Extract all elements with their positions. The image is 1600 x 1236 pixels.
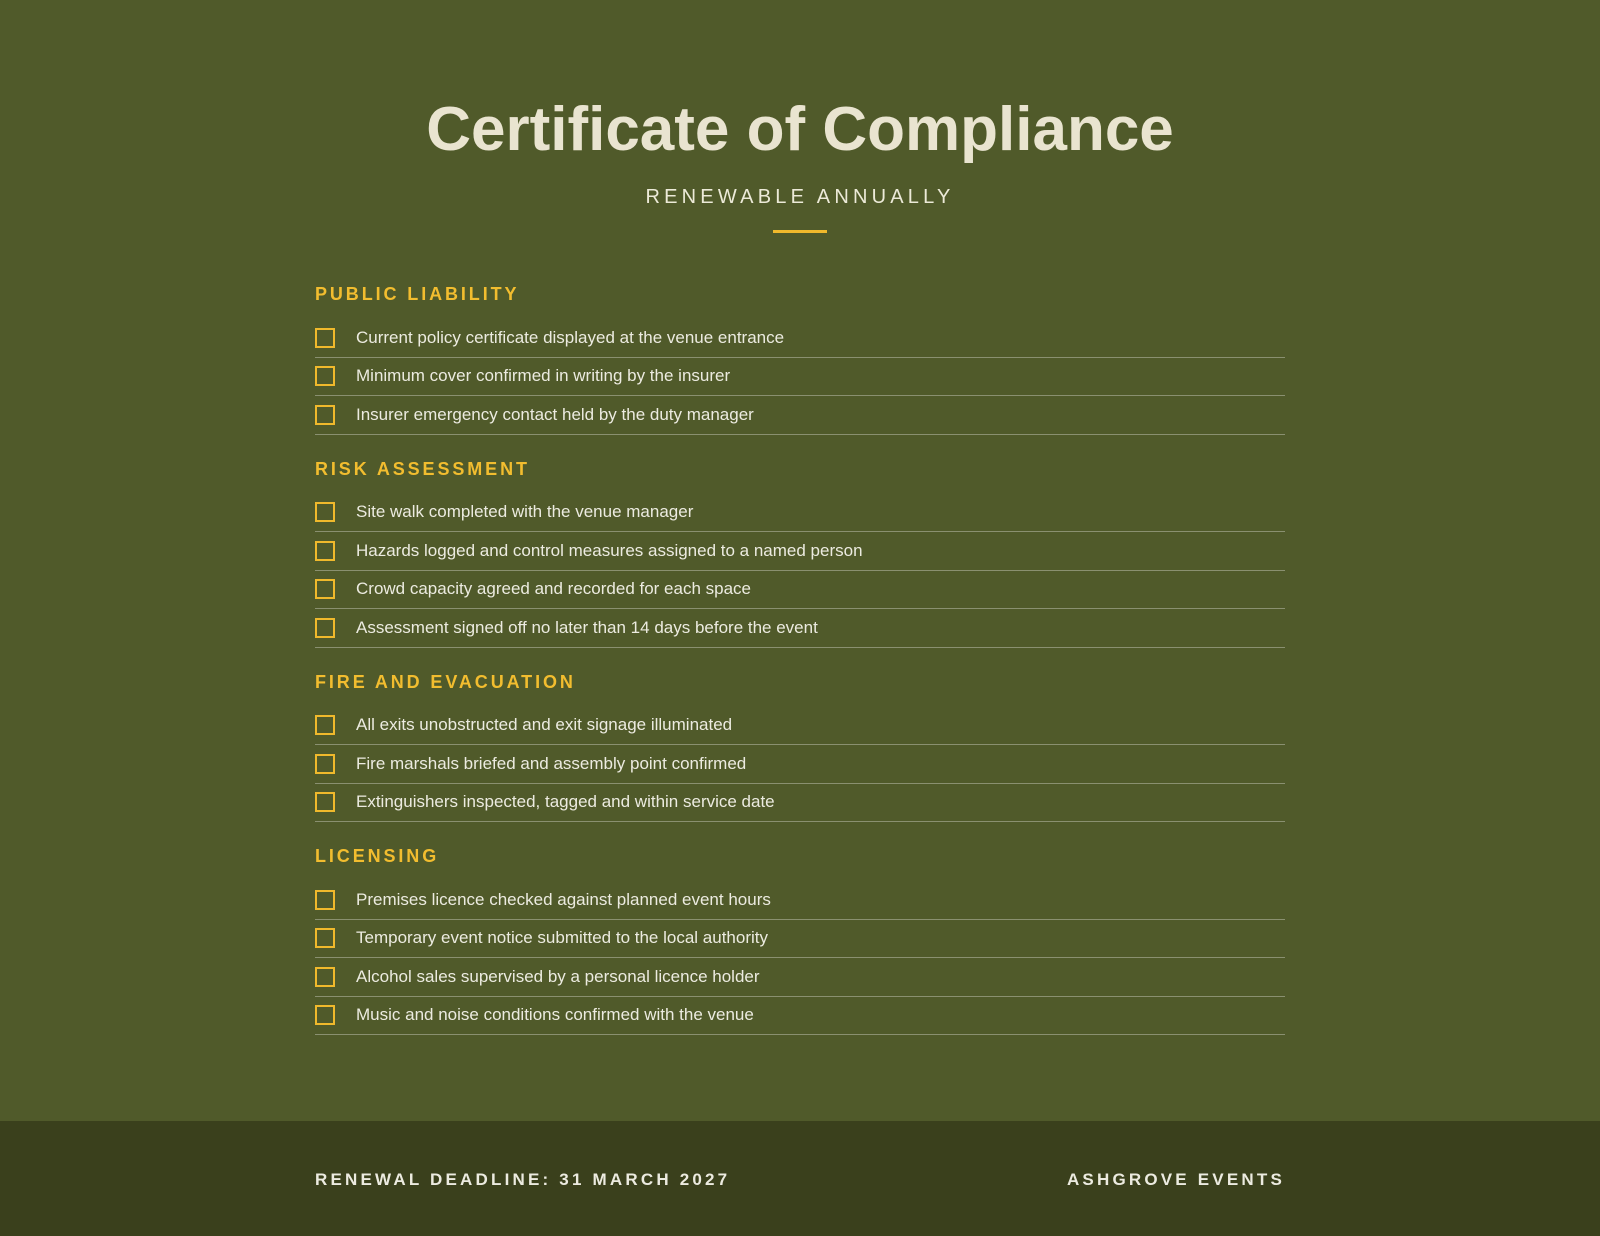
checkbox[interactable]	[315, 928, 335, 948]
checklist-item	[315, 358, 1285, 397]
section-heading: LICENSING	[315, 846, 440, 866]
checklist-section	[315, 279, 1285, 435]
checklist-item-label: All exits unobstructed and exit signage illuminated	[356, 715, 733, 735]
checklist-section	[315, 841, 1285, 1035]
checklist-section	[315, 667, 1285, 823]
checklist-item-label: Fire marshals briefed and assembly point confirmed	[356, 753, 747, 773]
checkbox[interactable]	[315, 328, 335, 348]
checklist-item	[315, 707, 1285, 746]
checklist-item-label: Current policy certificate displayed at the venue entrance	[356, 327, 785, 347]
checklist-item-label: Insurer emergency contact held by the duty manager	[356, 404, 754, 424]
checklist-item	[315, 571, 1285, 610]
checklist-item-label: Crowd capacity agreed and recorded for each space	[356, 579, 752, 599]
checkbox[interactable]	[315, 366, 335, 386]
section-heading: RISK ASSESSMENT	[315, 458, 530, 479]
checklist-item	[315, 958, 1285, 997]
organization-name: ASHGROVE EVENTS	[1066, 1170, 1285, 1189]
checklist-item-label: Music and noise conditions confirmed with the venue	[356, 1005, 754, 1025]
checklist-item-label: Site walk completed with the venue manager	[356, 502, 694, 522]
checkbox[interactable]	[315, 405, 335, 425]
section-heading: FIRE AND EVACUATION	[315, 671, 576, 692]
page-title: Certificate of Compliance	[426, 95, 1174, 164]
checkbox[interactable]	[315, 579, 335, 599]
checkbox[interactable]	[315, 890, 335, 910]
checklist-item	[315, 396, 1285, 435]
checklist-item-label: Alcohol sales supervised by a personal licence holder	[356, 966, 760, 986]
checklist-item	[315, 784, 1285, 823]
checklist-sections	[315, 279, 1285, 1054]
checklist-item	[315, 532, 1285, 571]
renewal-deadline: RENEWAL DEADLINE: 31 MARCH 2027	[315, 1170, 731, 1189]
checklist-item	[315, 494, 1285, 533]
checklist-item	[315, 319, 1285, 358]
footer-bar	[0, 1121, 1600, 1236]
checkbox[interactable]	[315, 541, 335, 561]
checkbox[interactable]	[315, 967, 335, 987]
section-heading: PUBLIC LIABILITY	[315, 284, 520, 304]
checklist-item	[315, 745, 1285, 784]
checklist-item	[315, 609, 1285, 648]
checkbox[interactable]	[315, 502, 335, 522]
checklist-item-label: Premises licence checked against planned event hours	[356, 889, 771, 909]
checklist-item-label: Assessment signed off no later than 14 days before the event	[356, 617, 818, 637]
checklist-item-label: Minimum cover confirmed in writing by the insurer	[356, 366, 731, 386]
checklist-section	[315, 454, 1285, 648]
checklist-item-label: Extinguishers inspected, tagged and within service date	[356, 792, 775, 812]
page-subtitle: RENEWABLE ANNUALLY	[645, 186, 955, 208]
checkbox[interactable]	[315, 618, 335, 638]
checklist-item	[315, 881, 1285, 920]
checklist-item-label: Temporary event notice submitted to the local authority	[356, 928, 768, 948]
checkbox[interactable]	[315, 792, 335, 812]
checklist-item	[315, 920, 1285, 959]
checkbox[interactable]	[315, 754, 335, 774]
checkbox[interactable]	[315, 715, 335, 735]
checklist-item	[315, 997, 1285, 1036]
checklist-item-label: Hazards logged and control measures assigned to a named person	[356, 540, 863, 560]
title-divider	[773, 230, 827, 233]
checkbox[interactable]	[315, 1005, 335, 1025]
